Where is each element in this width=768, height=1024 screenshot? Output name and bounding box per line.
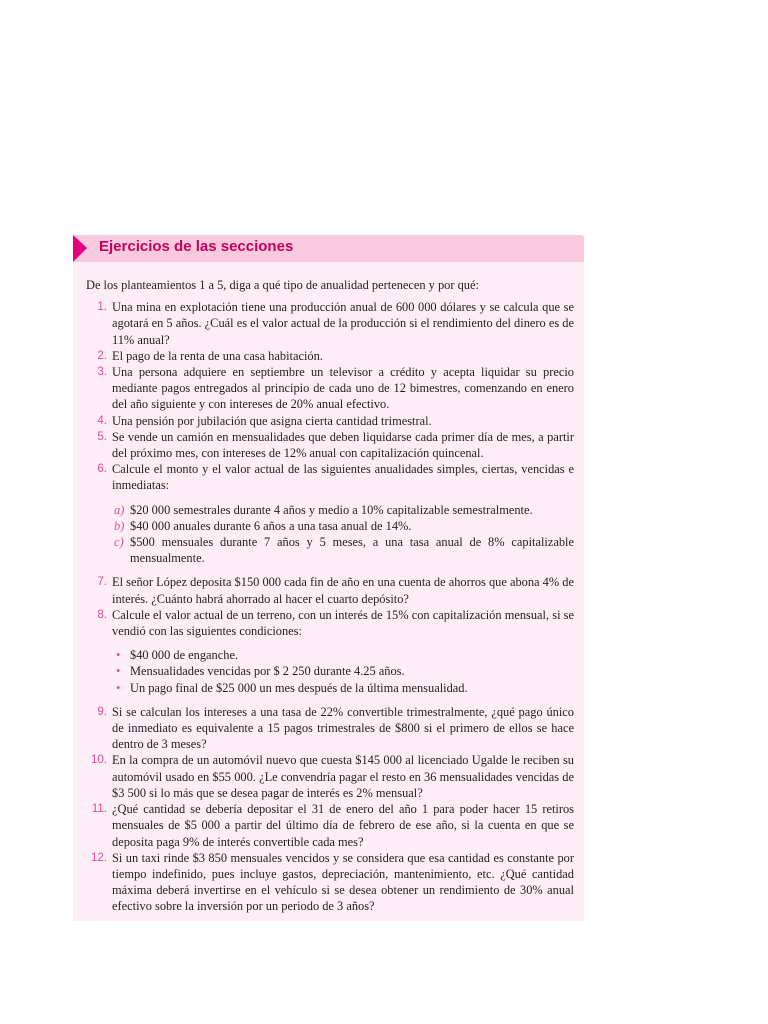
sub-item: b) $40 000 anuales durante 6 años a una tasa anual de 14%. xyxy=(114,518,412,533)
bullet-item: • Un pago final de $25 000 un mes después de la última mensualidad. xyxy=(116,680,468,695)
exercise-item: 9. Si se calculan los intereses a una tasa de 22% convertible trimestralmente, ¿qué pago único de inmediato es equivalente a 15 pagos trimestrales de $800 si el primero de ellos se hace dentro de 3 meses? xyxy=(97,704,574,752)
bullet-icon: • xyxy=(116,664,121,679)
exercises-panel xyxy=(73,235,584,921)
exercise-item: 6. Calcule el monto y el valor actual de las siguientes anualidades simples, ciertas, vencidas e inmediatas: xyxy=(97,462,574,493)
bullet-icon: • xyxy=(116,648,121,663)
bullet-icon: • xyxy=(116,680,121,695)
exercise-item: 2. El pago de la renta de una casa habitación. xyxy=(97,348,323,363)
exercise-item: 4. Una pensión por jubilación que asigna cierta cantidad trimestral. xyxy=(97,413,432,428)
intro-text: De los planteamientos 1 a 5, diga a qué tipo de anualidad pertenecen y por qué: xyxy=(86,278,479,292)
exercise-item: 11. ¿Qué cantidad se debería depositar el 31 de enero del año 1 para poder hacer 15 retiros mensuales de $5 000 a partir del último día de febrero de ese año, si la cuenta en que se deposita paga 9% de interés convertible cada mes? xyxy=(91,802,574,849)
exercise-item: 12. Si un taxi rinde $3 850 mensuales vencidos y se considera que esa cantidad es constante por tiempo indefinido, pues incluye gastos, depreciación, mantenimiento, etc. ¿Qué cantidad máxima deberá invertirse en el vehículo si se desea obtener un rendimiento de 30% anual efectivo sobre la inversión por un periodo de 3 años? xyxy=(91,850,574,914)
sub-list xyxy=(112,502,574,567)
exercise-item: 7. El señor López deposita $150 000 cada fin de año en una cuenta de ahorros que abona 4% de interés. ¿Cuánto habrá ahorrado al hacer el cuarto depósito? xyxy=(97,575,574,606)
sub-item: a) $20 000 semestrales durante 4 años y medio a 10% capitalizable semestralmente. xyxy=(114,502,533,517)
section-title: Ejercicios de las secciones xyxy=(99,238,294,255)
exercise-item: 5. Se vende un camión en mensualidades que deben liquidarse cada primer día de mes, a partir del próximo mes, con intereses de 12% anual con capitalización quincenal. xyxy=(97,429,574,461)
bullet-item: • Mensualidades vencidas por $ 2 250 durante 4.25 años. xyxy=(116,664,405,679)
bullet-list xyxy=(112,647,574,696)
arrow-marker-icon xyxy=(73,235,87,262)
exercise-item: 3. Una persona adquiere en septiembre un televisor a crédito y acepta liquidar su precio mediante pagos entregados al principio de cada uno de 12 bimestres, comenzando en enero del año siguiente y con intereses de 20% anual efectivo. xyxy=(97,365,574,412)
exercise-item: 8. Calcule el valor actual de un terreno, con un interés de 15% con capitalización mensual, si se vendió con las siguientes condiciones: xyxy=(97,607,574,639)
exercise-item: 10. En la compra de un automóvil nuevo que cuesta $145 000 al licenciado Ugalde le reciben su automóvil usado en $55 000. ¿Le convendría pagar el resto en 36 mensualidades vencidas de $3 500 si lo más que se desea pagar de interés es 2% mensual? xyxy=(91,753,574,800)
sub-item: c) $500 mensuales durante 7 años y 5 meses, a una tasa anual de 8% capitalizable mensualmente. xyxy=(114,535,574,566)
exercise-item: 1. Una mina en explotación tiene una producción anual de 600 000 dólares y se calcula que se agotará en 5 años. ¿Cuál es el valor actual de la producción si el rendimiento del dinero es de 11% anual? xyxy=(97,300,574,347)
bullet-item: • $40 000 de enganche. xyxy=(116,648,239,663)
section-header xyxy=(73,235,584,262)
exercises-content xyxy=(86,277,574,915)
